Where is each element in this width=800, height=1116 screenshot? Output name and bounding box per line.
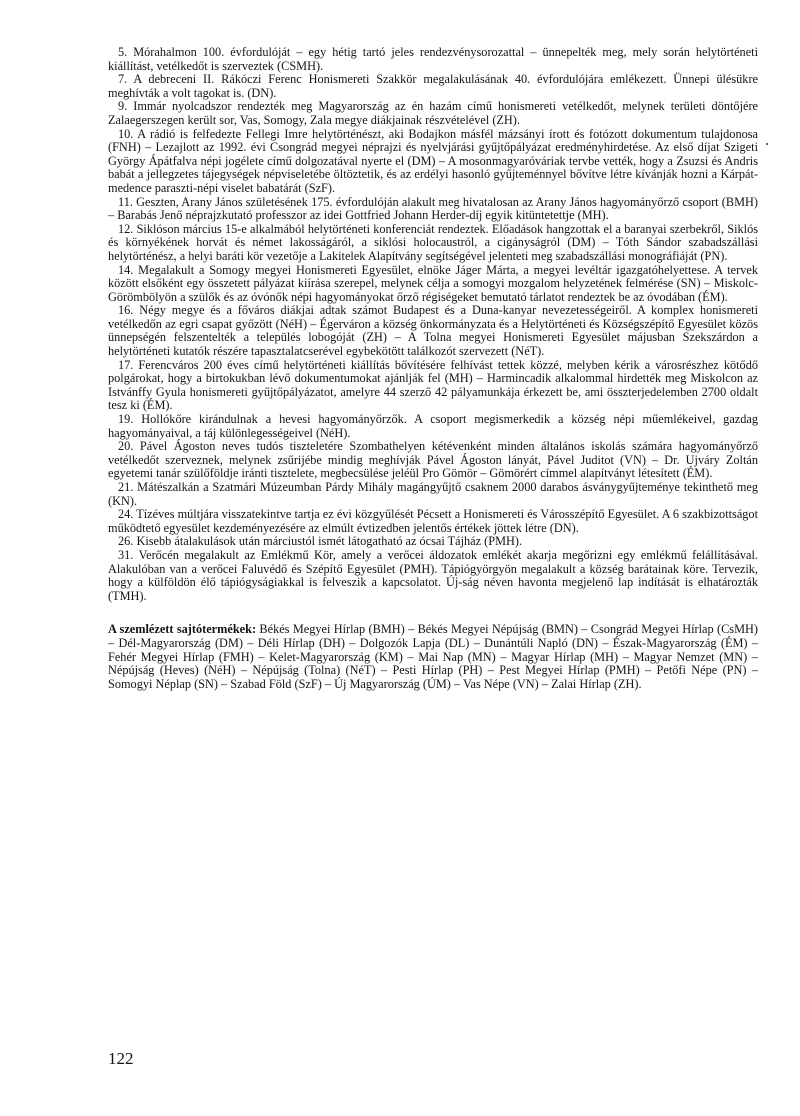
page-number: 122 — [108, 1049, 134, 1068]
margin-mark — [766, 143, 768, 145]
sources-title: A szemlézett sajtótermékek: — [108, 622, 257, 637]
entry-9: 9. Immár nyolcadszor rendezték meg Magyarország az én hazám című honismereti vetélkedőt, melynek területi döntőjére Zalaegerszegen került sor, Vas, Somogy, Zala megye diákjainak részvételével (ZH). — [108, 99, 758, 127]
sources-list: Békés Megyei Hírlap (BMH) – Békés Megyei Népújság (BMN) – Csongrád Megyei Hírlap (CsMH) – Dél-Magyarország (DM) – Déli Hírlap (DH) – Dolgozók Lapja (DL) – Dunántúli Napló (DN) – Észak-Magyarország (ÉM) – Fehér Megyei Hírlap (FMH) – Kelet-Magyarország (KM) – Mai Nap (MN) – Magyar Hírlap (MH) – Magyar Nemzet (MN) – Népújság (Heves) (NéH) – Népújság (Tolna) (NéT) – Pesti Hírlap (PH) – Pest Megyei Hírlap (PMH) – Petőfi Népe (PN) – Somogyi Néplap (SN) – Szabad Föld (SzF) – Új Magyarország (ÚM) – Vas Népe (VN) – Zalai Hírlap (ZH). — [108, 622, 758, 691]
entry-7: 7. A debreceni II. Rákóczi Ferenc Honismereti Szakkör megalakulásának 40. évfordulójára emlékezett. Ünnepi ülésükre meghívták a volt tagokat is. (DN). — [108, 72, 758, 100]
entry-10: 10. A rádió is felfedezte Fellegi Imre helytörténészt, aki Bodajkon másfél mázsányi írott és fotózott dokumentum tulajdonosa (FNH) – Lezajlott az 1992. évi Csongrád megyei néprajzi és nyelvjárási gyűjtőpályázat eredményhirdetése. Az első díjat Szigeti György Ápátfalva népi jogélete című dolgozatával nyerte el (DM) – A mosonmagyaróváriak tervbe vették, hogy a Zsuzsi és Andris babát a jellegzetes tájegységek népviseletébe öltöztetik, és az erdélyi hasonló gyűjteménnyel bővítve létre kívánják hozni a Kárpát-medence paraszti-népi viselet babatárát (SzF). — [108, 126, 758, 195]
entry-20: 20. Pável Ágoston neves tudós tiszteletére Szombathelyen kétévenként minden általános iskolás számára hagyományőrző vetélkedőt szerveznek, melynek zsűrijébe mindig meghívják Pável Ágoston lányát, Pável Juditot (VN) – Dr. Ujváry Zoltán egyetemi tanár szülőföldje iránti tisztelete, megbecsülése jeléül Pro Gömör – Gömörért címmel alapítványt létesített (ÉM). — [108, 439, 758, 481]
entry-16: 16. Négy megye és a főváros diákjai adtak számot Budapest és a Duna-kanyar nevezetességeiről. A komplex honismereti vetélkedőn az egri csapat győzött (NéH) – Égerváron a község önkormányzata és a Helytörténeti és Községszépítő Egyesület közös ünnepségén felszentelték a település lobogóját (ZH) – A Tolna megyei Honismereti Egyesület májusban Szekszárdon a helytörténeti kutatók részére tapasztalatcserével egybekötött találkozót szervezett (NéT). — [108, 303, 758, 359]
entry-12: 12. Siklóson március 15-e alkalmából helytörténeti konferenciát rendeztek. Előadások hangzottak el a baranyai szerbekről, Siklós és környékének horvát és német lakosságáról, a siklósi holocaustról, a cigányságról (DM) – Tóth Sándor szabadszállási helytörténész, a helyi baráti kör vezetője a Lakitelek Alapítvány segítségével jelenteti meg szabadszállási monográfiáját (PN). — [108, 221, 758, 263]
entry-24: 24. Tízéves múltjára visszatekintve tartja ez évi közgyűlését Pécsett a Honismereti és Városszépítő Egyesület. A 6 szakbizottságot működtető egyesület kezdeményezésére az elmúlt évtizedben jelentős értékek jöttek létre (DN). — [108, 507, 758, 535]
text-column — [108, 46, 758, 704]
entry-21: 21. Mátészalkán a Szatmári Múzeumban Párdy Mihály magángyűjtő csaknem 2000 darabos ásványgyűjteménye tekinthető meg (KN). — [108, 480, 758, 508]
sources-paragraph — [108, 623, 758, 691]
entry-14: 14. Megalakult a Somogy megyei Honismereti Egyesület, elnöke Jáger Márta, a megyei levéltár igazgatóhelyettese. A tervek között elsőként egy összetett pályázat kiírása szerepel, melynek célja a somogyi mozgalom helyzetének felmérése (SN) – Miskolc-Görömbölyön a szülők és az óvónők népi hagyományokat őrző régiségeket bemutató tárlatot rendeztek be az óvodában (ÉM). — [108, 262, 758, 304]
entry-31: 31. Verőcén megalakult az Emlékmű Kör, amely a verőcei áldozatok emlékét akarja megőrizni egy emlékmű felállításával. Alakulóban van a verőcei Faluvédő és Szépítő Egyesület (PMH). Tápiógyörgyön megalakult a község barátainak köre. Tervezik, hogy a külföldön élő tápiógyságiakkal is felveszik a kapcsolatot. Új-ság néven havonta megjelenő lap indítását is elhatározták (TMH). — [108, 547, 758, 603]
entry-5: 5. Mórahalmon 100. évfordulóját – egy hétig tartó jeles rendezvénysorozattal – ünnepelték meg, mely során helytörténeti kiállítást, vetélkedőt is szerveztek (CSMH). — [108, 45, 758, 73]
entry-17: 17. Ferencváros 200 éves című helytörténeti kiállítás bővítésére felhívást tettek közzé, melyben kérik a városrészhez kötődő polgárokat, hogy a birtokukban lévő dokumentumokat ajánlják fel (MH) – Harmincadik alkalommal hirdették meg Miskolcon az Istvánffy Gyula honismereti gyűjtőpályázatot, amelyre 44 szerző 42 pályamunkája érkezett be, ami összterjedelemben 2700 oldalt tesz ki (ÉM). — [108, 357, 758, 413]
entry-26: 26. Kisebb átalakulások után márciustól ismét látogatható az ócsai Tájház (PMH). — [118, 534, 523, 549]
entry-11: 11. Geszten, Arany János születésének 175. évfordulóján alakult meg hivatalosan az Arany János hagyományőrző csoport (BMH) – Barabás Jenő néprajzkutató professzor az idei Gottfried Johann Herder-díj egyik kitüntetettje (MH). — [108, 194, 758, 223]
entry-19: 19. Hollókőre kirándulnak a hevesi hagyományőrzők. A csoport megismerkedik a község népi műemlékeivel, gazdag hagyományaival, a táj különlegességeivel (NéH). — [108, 412, 758, 440]
